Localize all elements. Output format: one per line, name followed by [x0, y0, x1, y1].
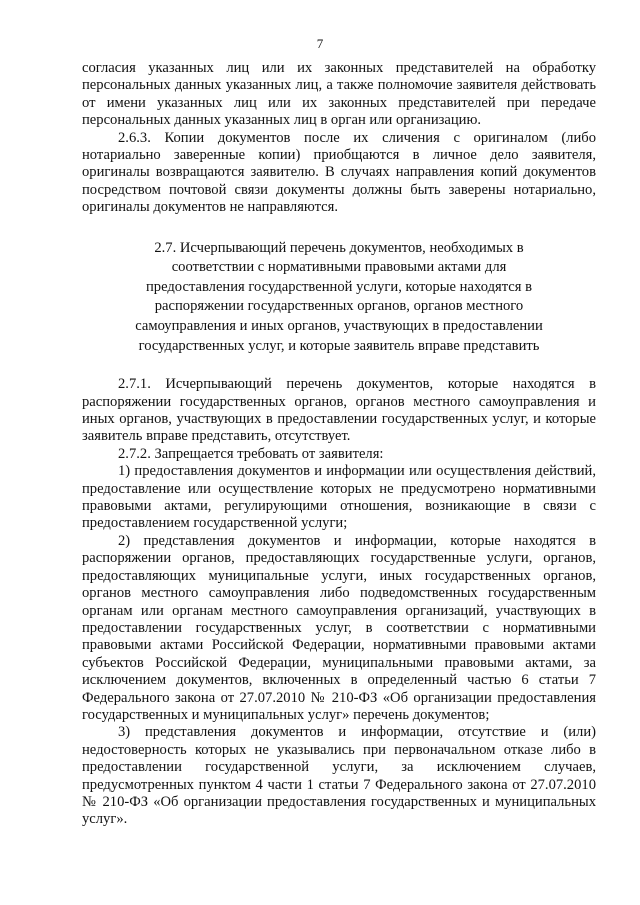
paragraph-2-7-1: 2.7.1. Исчерпывающий перечень документов, которые находятся в распоряжении государственных органов, органов местного самоуправления и иных органов, участвующих в предоставлении государственных услуг, и которые заявитель вправе представить, отсутствует.: [82, 376, 596, 445]
paragraph-2-7-2: 2.7.2. Запрещается требовать от заявителя:: [118, 445, 384, 462]
list-item-3: 3) представления документов и информации, отсутствие и (или) недостоверность которых не указывались при первоначальном отказе либо в предоставлении государственной услуги, за исключением случаев, предусмотренных пунктом 4 части 1 статьи 7 Федерального закона от 27.07.2010 № 210-ФЗ «Об организации предоставления государственных и муниципальных услуг».: [82, 724, 596, 828]
paragraph-consent-continuation: согласия указанных лиц или их законных представителей на обработку персональных данных указанных лиц, а также полномочие заявителя действовать от имени указанных лиц или их законных представителей при передаче персональных данных указанных лиц в орган или организацию.: [82, 60, 596, 129]
page-number: 7: [316, 36, 324, 51]
document-body: [82, 60, 596, 829]
list-item-2: 2) представления документов и информации, которые находятся в распоряжении органов, предоставляющих государственные услуги, органов, предоставляющих муниципальные услуги, иных государственных органов, органов местного самоуправления либо подведомственных государственным органам или органам местного самоуправления организаций, участвующих в предоставлении государственных услуг, в соответствии с нормативными правовыми актами Российской Федерации, нормативными правовыми актами субъектов Российской Федерации, муниципальными правовыми актами, за исключением документов, включенных в определенный частью 6 статьи 7 Федерального закона от 27.07.2010 № 210-ФЗ «Об организации предоставления государственных и муниципальных услуг» перечень документов;: [82, 532, 596, 723]
section-heading-2-7: 2.7. Исчерпывающий перечень документов, необходимых в соответствии с нормативными правовыми актами для предоставления государственной услуги, которые находятся в распоряжении государственных органов, органов местного самоуправления и иных органов, участвующих в предоставлении государственных услуг, и которые заявитель вправе представить: [135, 239, 543, 354]
list-item-1: 1) предоставления документов и информации или осуществления действий, предоставление или осуществление которых не предусмотрено нормативными правовыми актами, регулирующими отношения, возникающие в связи с предоставлением государственной услуги;: [82, 463, 596, 532]
paragraph-2-6-3: 2.6.3. Копии документов после их сличения с оригиналом (либо нотариально заверенные копии) приобщаются в личное дело заявителя, оригиналы возвращаются заявителю. В случаях направления копий документов посредством почтовой связи документы должны быть заверены нотариально, оригиналы документов не направляются.: [82, 129, 596, 216]
